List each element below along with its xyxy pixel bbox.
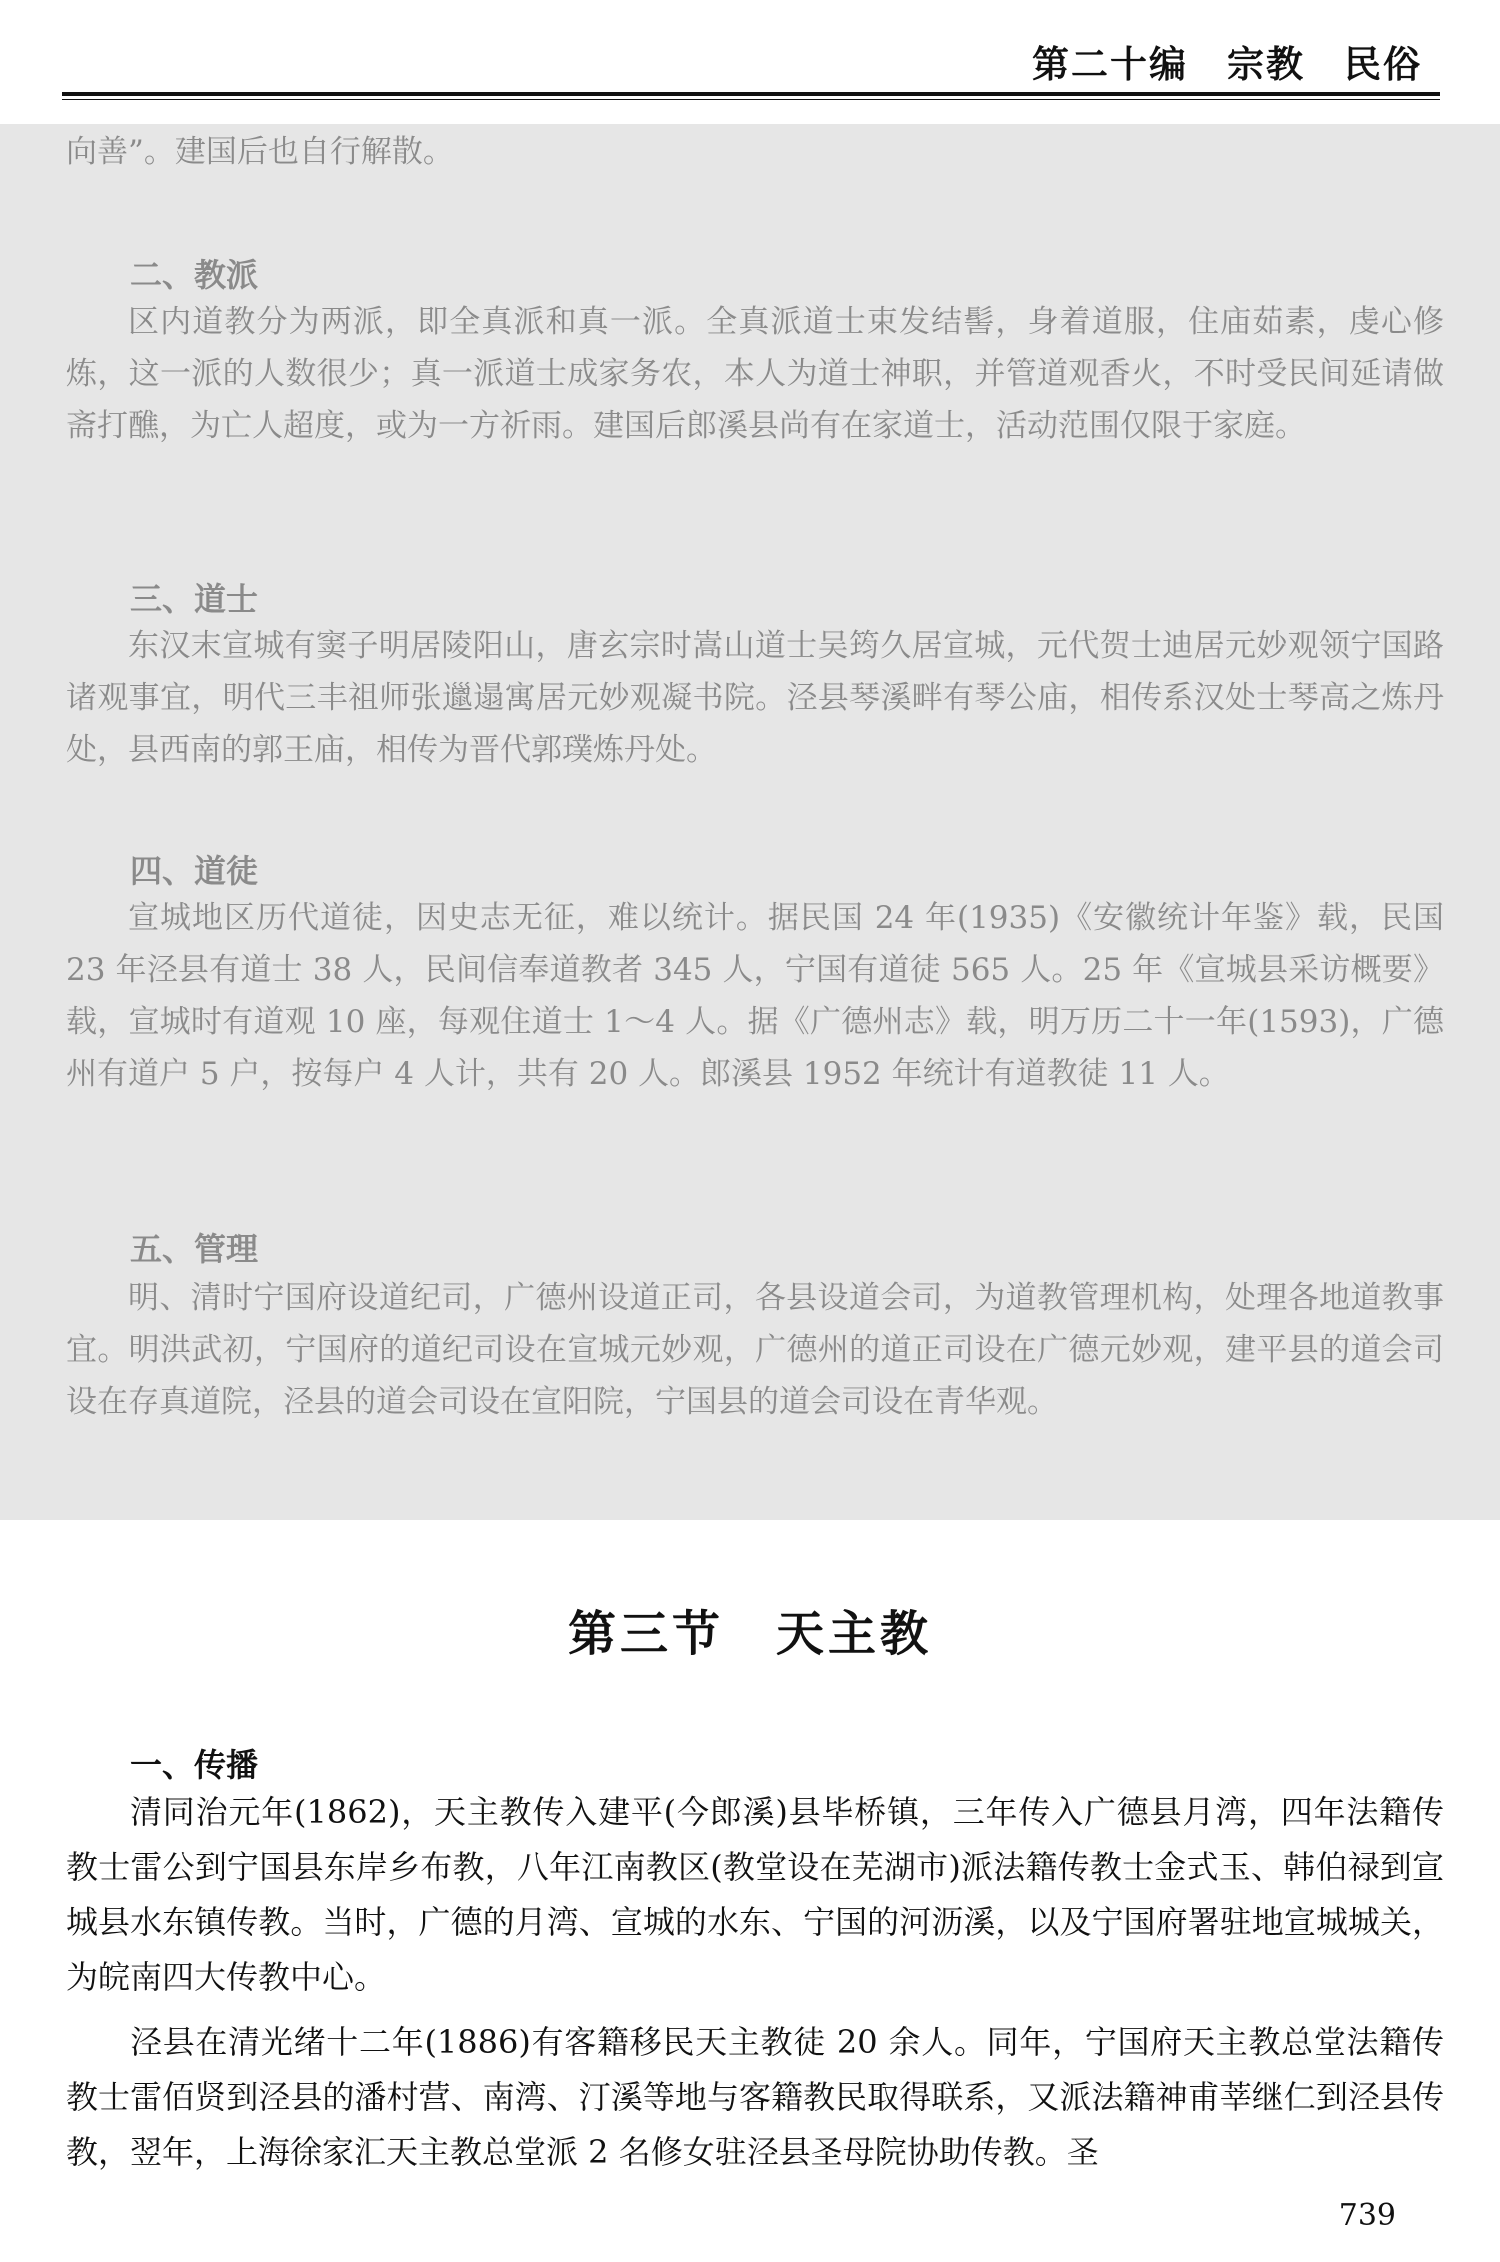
intro-paragraph: 向善”。建国后也自行解散。 — [66, 134, 454, 170]
paragraph-spread-1: 清同治元年(1862)，天主教传入建平(今郎溪)县毕桥镇，三年传入广德县月湾，四年法籍传教士雷公到宁国县东岸乡布教，八年江南教区(教堂设在芜湖市)派法籍传教士金式玉、韩伯禄到宣城县水东镇传教。当时，广德的月湾、宣城的水东、宁国的河沥溪，以及宁国府署驻地宣城城关，为皖南四大传教中心。 — [66, 1793, 1444, 1996]
paragraph-followers: 宣城地区历代道徒，因史志无征，难以统计。据民国 24 年(1935)《安徽统计年鉴》载，民国 23 年泾县有道士 38 人，民间信奉道教者 345 人，宁国有道徒 565 人。25 年《宣城县采访概要》载，宣城时有道观 10 座，每观住道士 1～4 人。据《广德州志》载，明万历二十一年(1593)，广德州有道户 5 户，按每户 4 人计，共有 20 人。郎溪县 1952 年统计有道教徒 11 人。 — [66, 900, 1444, 1092]
header-rule-thick — [62, 92, 1440, 96]
page-header — [0, 0, 1500, 100]
running-header-title: 第二十编 宗教 民俗 — [1032, 42, 1422, 86]
subsection-heading-taoists: 三、道士 — [130, 580, 259, 618]
header-rule-thin — [62, 99, 1440, 100]
subsection-heading-management: 五、管理 — [130, 1230, 259, 1268]
paragraph-sects: 区内道教分为两派，即全真派和真一派。全真派道士束发结髻，身着道服，住庙茹素，虔心修炼，这一派的人数很少；真一派道士成家务农，本人为道士神职，并管道观香火，不时受民间延请做斋打醮，为亡人超度，或为一方祈雨。建国后郎溪县尚有在家道士，活动范围仅限于家庭。 — [66, 304, 1444, 444]
paragraph-management: 明、清时宁国府设道纪司，广德州设道正司，各县设道会司，为道教管理机构，处理各地道教事宜。明洪武初，宁国府的道纪司设在宣城元妙观，广德州的道正司设在广德元妙观，建平县的道会司设在存真道院，泾县的道会司设在宣阳院，宁国县的道会司设在青华观。 — [66, 1280, 1444, 1420]
page-number: 739 — [1338, 2198, 1396, 2233]
paragraph-spread-2: 泾县在清光绪十二年(1886)有客籍移民天主教徒 20 余人。同年，宁国府天主教总堂法籍传教士雷佰贤到泾县的潘村营、南湾、汀溪等地与客籍教民取得联系，又派法籍神甫莘继仁到泾县传教，翌年，上海徐家汇天主教总堂派 2 名修女驻泾县圣母院协助传教。圣 — [66, 2023, 1444, 2171]
section-title: 第三节 天主教 — [567, 1606, 932, 1662]
subsection-heading-followers: 四、道徒 — [130, 852, 259, 890]
highlighted-text-region — [0, 124, 1500, 1520]
subsection-heading-spread: 一、传播 — [130, 1746, 259, 1784]
subsection-heading-sects: 二、教派 — [130, 256, 259, 294]
paragraph-taoists: 东汉末宣城有窦子明居陵阳山，唐玄宗时嵩山道士吴筠久居宣城，元代贺士迪居元妙观领宁国路诸观事宜，明代三丰祖师张邋遢寓居元妙观凝书院。泾县琴溪畔有琴公庙，相传系汉处士琴高之炼丹处，县西南的郭王庙，相传为晋代郭璞炼丹处。 — [66, 628, 1444, 768]
